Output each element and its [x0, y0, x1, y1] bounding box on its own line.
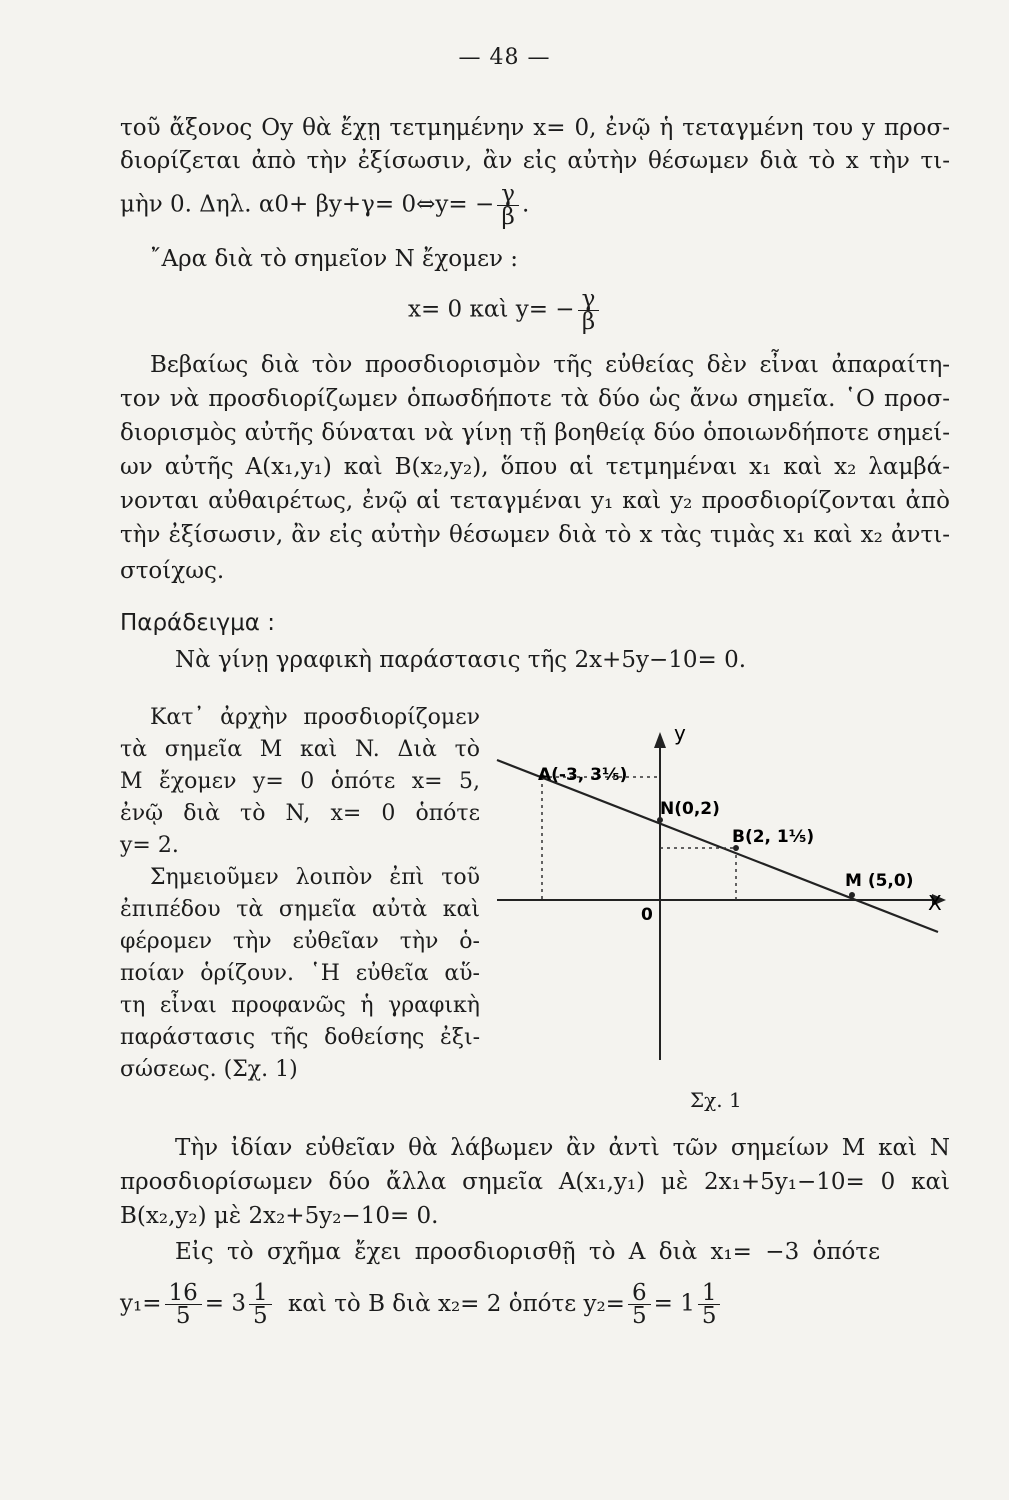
intro-line-2: διορίζεται ἀπὸ τὴν ἐξίσωσιν, ἂν εἰς αὐτὴν θέσωμεν διὰ τὸ x τὴν τι- — [120, 148, 950, 174]
point-n-equation: x= 0 καὶ y= − — [408, 296, 575, 323]
para3-line-4: Εἰς τὸ σχῆμα ἔχει προσδιορισθῇ τὸ A διὰ x₁= −3 ὁπότε — [175, 1239, 880, 1265]
col-line-12: σώσεως. (Σχ. 1) — [120, 1057, 298, 1082]
fraction-denominator: 5 — [701, 1303, 717, 1329]
fraction-numerator: γ — [578, 288, 600, 311]
para2-line-6: τὴν ἐξίσωσιν, ἂν εἰς αὐτὴν θέσωμεν διὰ τὸ x τὰς τιμὰς x₁ καὶ x₂ ἀντι- — [120, 522, 950, 548]
equals-1: = 1 — [653, 1290, 695, 1317]
para2-line-7: στοίχως. — [120, 558, 225, 584]
fraction-numerator: 1 — [698, 1282, 721, 1305]
intro-equation: μὴν 0. Δηλ. α0+ βy+γ= 0⇔y= − — [120, 191, 495, 218]
para3-line-2: προσδιορίσωμεν δύο ἄλλα σημεῖα A(x₁,y₁) μὲ 2x₁+5y₁−10= 0 καὶ — [120, 1169, 950, 1195]
col-line-11: παράστασις τῆς δοθείσης ἐξι- — [120, 1025, 480, 1050]
para3-line-3: B(x₂,y₂) μὲ 2x₂+5y₂−10= 0. — [120, 1203, 439, 1229]
fraction-denominator: 5 — [253, 1303, 268, 1329]
final-equations — [120, 1282, 950, 1327]
label-origin: 0 — [641, 905, 653, 925]
intro-line-1: τοῦ ἄξονος Oy θὰ ἔχῃ τετμημένην x= 0, ἐνῷ ἡ τεταγμένη του y προσ- — [120, 115, 950, 141]
label-x-axis: X — [928, 891, 942, 915]
example-task: Νὰ γίνῃ γραφικὴ παράστασις τῆς 2x+5y−10= 0. — [175, 647, 747, 673]
para3-line-1: Τὴν ἰδίαν εὐθεῖαν θὰ λάβωμεν ἂν ἀντὶ τῶν σημείων M καὶ N — [175, 1135, 950, 1161]
fraction-denominator: 5 — [175, 1303, 191, 1329]
para2-line-2: τον νὰ προσδιορίζωμεν ὁπωσδήποτε τὰ δύο ὡς ἄνω σημεῖα. ῾Ο προσ- — [120, 386, 950, 412]
fraction-denominator: β — [501, 204, 515, 230]
fraction-1-5 — [249, 1282, 272, 1327]
figure-caption: Σχ. 1 — [690, 1088, 742, 1112]
fraction-denominator: β — [581, 309, 596, 335]
graph-line — [497, 760, 938, 932]
col-line-8: φέρομεν τὴν εὐθεῖαν τὴν ὁ- — [120, 929, 480, 954]
final-text-middle: καὶ τὸ B διὰ x₂= 2 ὁπότε y₂= — [287, 1290, 625, 1317]
label-b: B(2, 1⅕) — [732, 827, 815, 847]
para2-line-4: ων αὐτῆς A(x₁,y₁) καὶ B(x₂,y₂), ὅπου αἱ τετμημέναι x₁ καὶ x₂ λαμβά- — [120, 454, 950, 480]
label-a: A(-3, 3⅕) — [538, 765, 628, 785]
point-m — [849, 892, 855, 898]
para2-line-5: νονται αὐθαιρέτως, ἐνῷ αἱ τεταγμέναι y₁ καὶ y₂ προσδιορίζονται ἀπὸ — [120, 488, 950, 514]
para2-line-3: διορισμὸς αὐτῆς δύναται νὰ γίνῃ τῇ βοηθείᾳ δύο ὁποιωνδήποτε σημεί- — [120, 420, 950, 446]
fraction-1-5-b — [698, 1282, 721, 1327]
col-line-9: ποίαν ὁρίζουν. ῾Η εὐθεῖα αὕ- — [120, 961, 480, 986]
equals-3: = 3 — [204, 1290, 246, 1317]
fraction-16-5 — [165, 1282, 202, 1327]
fraction-denominator: 5 — [631, 1303, 647, 1329]
intro-line-4: ῎Αρα διὰ τὸ σημεῖον N ἔχομεν : — [150, 246, 519, 272]
example-heading: Παράδειγμα : — [120, 610, 275, 636]
col-line-4: ἐνῷ διὰ τὸ N, x= 0 ὁπότε — [120, 801, 480, 826]
col-line-3: M ἔχομεν y= 0 ὁπότε x= 5, — [120, 769, 480, 794]
label-y-axis: y — [674, 721, 686, 745]
fraction-numerator: γ — [497, 183, 519, 206]
col-line-2: τὰ σημεῖα M καὶ N. Διὰ τὸ — [120, 737, 480, 762]
col-line-7: ἐπιπέδου τὰ σημεῖα αὐτὰ καὶ — [120, 897, 480, 922]
col-line-1: Κατ᾽ ἀρχὴν προσδιορίζομεν — [150, 705, 480, 730]
fraction-numerator: 6 — [628, 1282, 651, 1305]
col-line-10: τη εἶναι προφανῶς ἡ γραφικὴ — [120, 993, 480, 1018]
page-number: — 48 — — [458, 45, 551, 70]
y-axis-arrow — [654, 732, 666, 748]
y1-label: y₁= — [120, 1290, 162, 1317]
fraction-numerator: 16 — [165, 1282, 202, 1305]
intro-period: . — [522, 191, 530, 218]
fraction-numerator: 1 — [249, 1282, 272, 1305]
label-n: N(0,2) — [660, 799, 720, 819]
label-m: M (5,0) — [845, 871, 914, 891]
col-line-5: y= 2. — [120, 833, 179, 858]
fraction-6-5 — [628, 1282, 651, 1327]
para2-line-1: Βεβαίως διὰ τὸν προσδιορισμὸν τῆς εὐθείας δὲν εἶναι ἀπαραίτη- — [150, 352, 950, 378]
col-line-6: Σημειοῦμεν λοιπὸν ἐπὶ τοῦ — [150, 865, 480, 890]
